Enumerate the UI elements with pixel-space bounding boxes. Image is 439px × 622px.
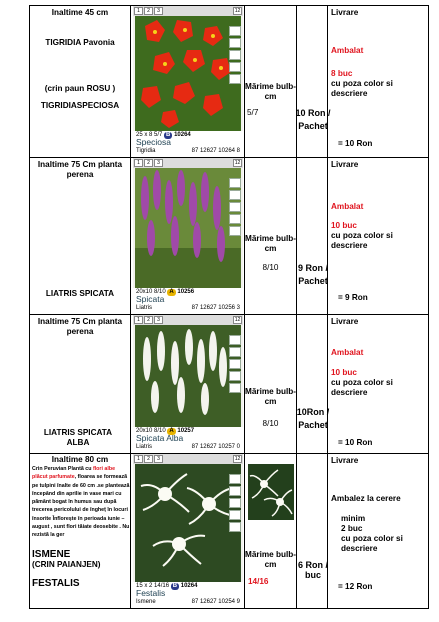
description-note: cu poza color si descriere (331, 378, 393, 397)
plant-common-name: (CRIN PAIANJEN) (32, 560, 101, 569)
bulb-size-cell (245, 315, 297, 454)
quantity: 10 buc (331, 368, 357, 377)
bulb-size-value: 5/7 (247, 108, 259, 117)
packet-label: 15 x 2 14/16 B 10264 Festalis Ismene 87 12627 10254 9 (133, 582, 243, 607)
seed-packet-image (133, 315, 243, 452)
unit-price: 9 Ron / Pachet (297, 263, 328, 286)
unit-price: 6 Ron / buc (297, 560, 328, 580)
packed-label: Ambalez la cerere (331, 494, 401, 503)
total-price: = 10 Ron (338, 438, 373, 447)
packed-label: Ambalat (331, 202, 364, 211)
packet-number-strip: 1 2 3 12 (133, 6, 243, 16)
bulb-size-value: 8/10 (262, 419, 279, 428)
packet-label: 20x10 8/10 A 10256 Spicata Liatris 87 12627 10256 3 (133, 288, 243, 313)
description-note: cu poza color si descriere (331, 231, 393, 250)
product-row-tigridia (30, 6, 429, 158)
photo-cell (131, 315, 245, 454)
photo-cell (131, 454, 245, 609)
description-cell (30, 158, 131, 315)
description-cell (30, 315, 131, 454)
plant-common-name: (crin paun ROSU ) (44, 84, 116, 93)
bulb-size-label: Mărime bulb- cm (245, 387, 296, 406)
plant-height: Inaltime 75 Cm planta perena (37, 160, 123, 179)
seed-packet-image (133, 6, 243, 156)
bulb-size-label: Mărime bulb- cm (245, 82, 296, 101)
product-row-liatris-alba (30, 315, 429, 454)
unit-price: 10Ron / Pachet (296, 407, 330, 430)
plant-description: Crin Peruvian Plantă cu flori albe plăcut parfumate, floarea se formează pe tulpini înalte de 60 cm .se plantează începând din aprilie in vase mari cu pământ bogat în humus sau după trecerea pericolului de îngheț în locuri însorite Înflorește în perioada iunie –august , sunt flori tăiate deosebite . Nu rezistă la ger (32, 466, 130, 539)
packet-label: 20x10 8/10 A 10257 Spicata Alba Liatris 87 12627 10257 0 (133, 427, 243, 452)
flower-photo (135, 168, 241, 288)
price-cell (297, 158, 328, 315)
packet-icon-column (229, 26, 239, 84)
description-note: cu poza color si descriere (341, 534, 403, 553)
description-note: cu poza color si descriere (331, 79, 393, 98)
bulb-size-label: Mărime bulb- cm (245, 550, 296, 569)
packed-label: Ambalat (331, 46, 364, 55)
packet-label: 25 x 8 5/7 B 10264 Speciosa Tigridia 87 12627 10264 8 (133, 131, 243, 156)
total-price: = 9 Ron (338, 293, 368, 302)
plant-name: TIGRIDIA Pavonia (45, 38, 115, 47)
packet-number-strip: 1 2 3 12 (133, 454, 243, 464)
photo-cell (131, 158, 245, 315)
delivery-cell (328, 454, 429, 609)
catalog-table (29, 5, 429, 609)
product-row-ismene (30, 454, 429, 609)
bulb-size-label: Mărime bulb- cm (245, 234, 296, 253)
plant-name: LIATRIS SPICATA ALBA (43, 428, 113, 447)
seed-packet-image (133, 158, 243, 313)
plant-height: Inaltime 80 cm (51, 455, 109, 464)
plant-height: Inaltime 75 Cm planta perena (37, 317, 123, 336)
packet-number-strip: 1 2 3 12 (133, 158, 243, 168)
bulb-size-value: 14/16 (248, 577, 269, 586)
price-cell (295, 6, 331, 158)
plant-latin-name: TIGRIDIASPECIOSA (40, 101, 120, 110)
bulb-size-value: 8/10 (262, 263, 279, 272)
quantity: 2 buc (341, 524, 363, 533)
packet-number-strip: 1 2 3 12 (133, 315, 243, 325)
quantity: 8 buc (331, 69, 353, 78)
delivery-label: Livrare (331, 456, 359, 465)
delivery-label: Livrare (331, 8, 359, 17)
delivery-cell (328, 158, 429, 315)
delivery-label: Livrare (331, 160, 359, 169)
plant-name: ISMENE (32, 549, 71, 560)
total-price: = 12 Ron (338, 582, 373, 591)
flower-photo (135, 464, 241, 582)
unit-price: 10 Ron / Pachet (295, 108, 331, 131)
product-row-liatris (30, 158, 429, 315)
packet-icon-column (229, 178, 239, 236)
packed-label: Ambalat (331, 348, 364, 357)
flower-closeup-photo (248, 464, 294, 520)
minimum-label: minim (341, 514, 366, 523)
price-cell (297, 315, 328, 454)
plant-cultivar: FESTALIS (32, 578, 80, 589)
bulb-size-cell (245, 6, 297, 158)
bulb-size-cell (245, 158, 297, 315)
delivery-cell (328, 315, 429, 454)
total-price: = 10 Ron (338, 139, 373, 148)
plant-height: Inaltime 45 cm (51, 8, 109, 17)
plant-name: LIATRIS SPICATA (45, 289, 115, 298)
bulb-size-cell (245, 454, 297, 609)
photo-cell (131, 6, 245, 158)
description-cell (30, 6, 131, 158)
price-cell (297, 454, 328, 609)
delivery-cell (328, 6, 429, 158)
quantity: 10 buc (331, 221, 357, 230)
description-cell (30, 454, 131, 609)
packet-icon-column (229, 474, 239, 532)
delivery-label: Livrare (331, 317, 359, 326)
flower-photo (135, 16, 241, 131)
packet-icon-column (229, 335, 239, 393)
seed-packet-image (133, 454, 243, 607)
flower-photo (135, 325, 241, 427)
